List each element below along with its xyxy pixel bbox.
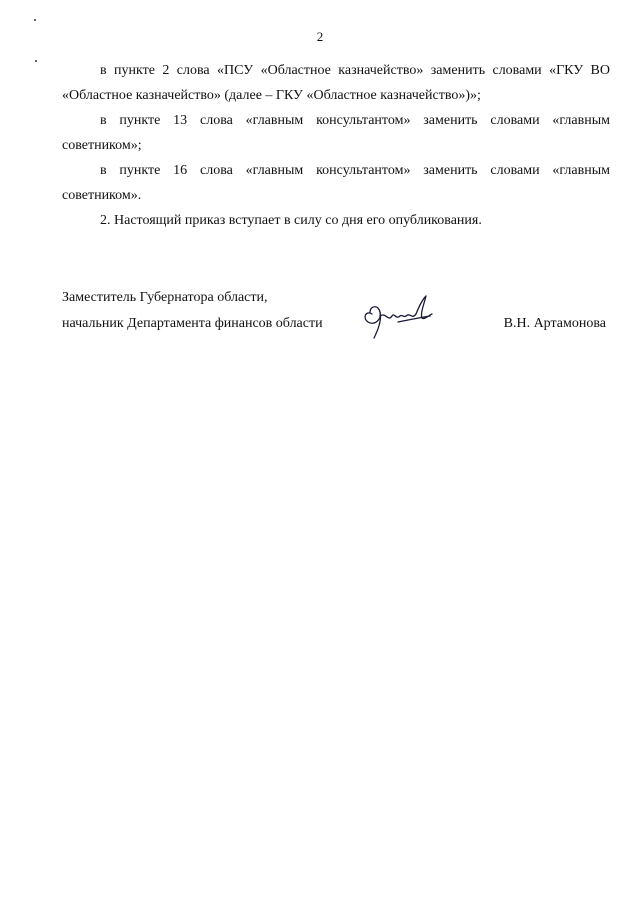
document-body bbox=[62, 58, 610, 233]
paragraph-item-13: в пункте 13 слова «главным консультантом» заменить словами «главным советником»; bbox=[62, 113, 610, 153]
page-number: 2 bbox=[316, 29, 324, 44]
scan-speck bbox=[35, 60, 37, 62]
paragraph-effective-date: 2. Настоящий приказ вступает в силу со дня его опубликования. bbox=[100, 213, 482, 228]
signatory-position-line2: начальник Департамента финансов области bbox=[62, 316, 323, 331]
paragraph-item-16: в пункте 16 слова «главным консультантом» заменить словами «главным советником». bbox=[62, 163, 610, 203]
signatory-name: В.Н. Артамонова bbox=[503, 316, 606, 331]
signature-block bbox=[62, 285, 610, 337]
signatory-position-line1: Заместитель Губернатора области, bbox=[62, 290, 268, 305]
handwritten-signature bbox=[358, 292, 438, 342]
paragraph-item-2: в пункте 2 слова «ПСУ «Областное казначейство» заменить словами «ГКУ ВО «Областное казначейство» (далее – ГКУ «Областное казначейство»)»; bbox=[62, 63, 610, 103]
scan-speck bbox=[34, 19, 36, 21]
